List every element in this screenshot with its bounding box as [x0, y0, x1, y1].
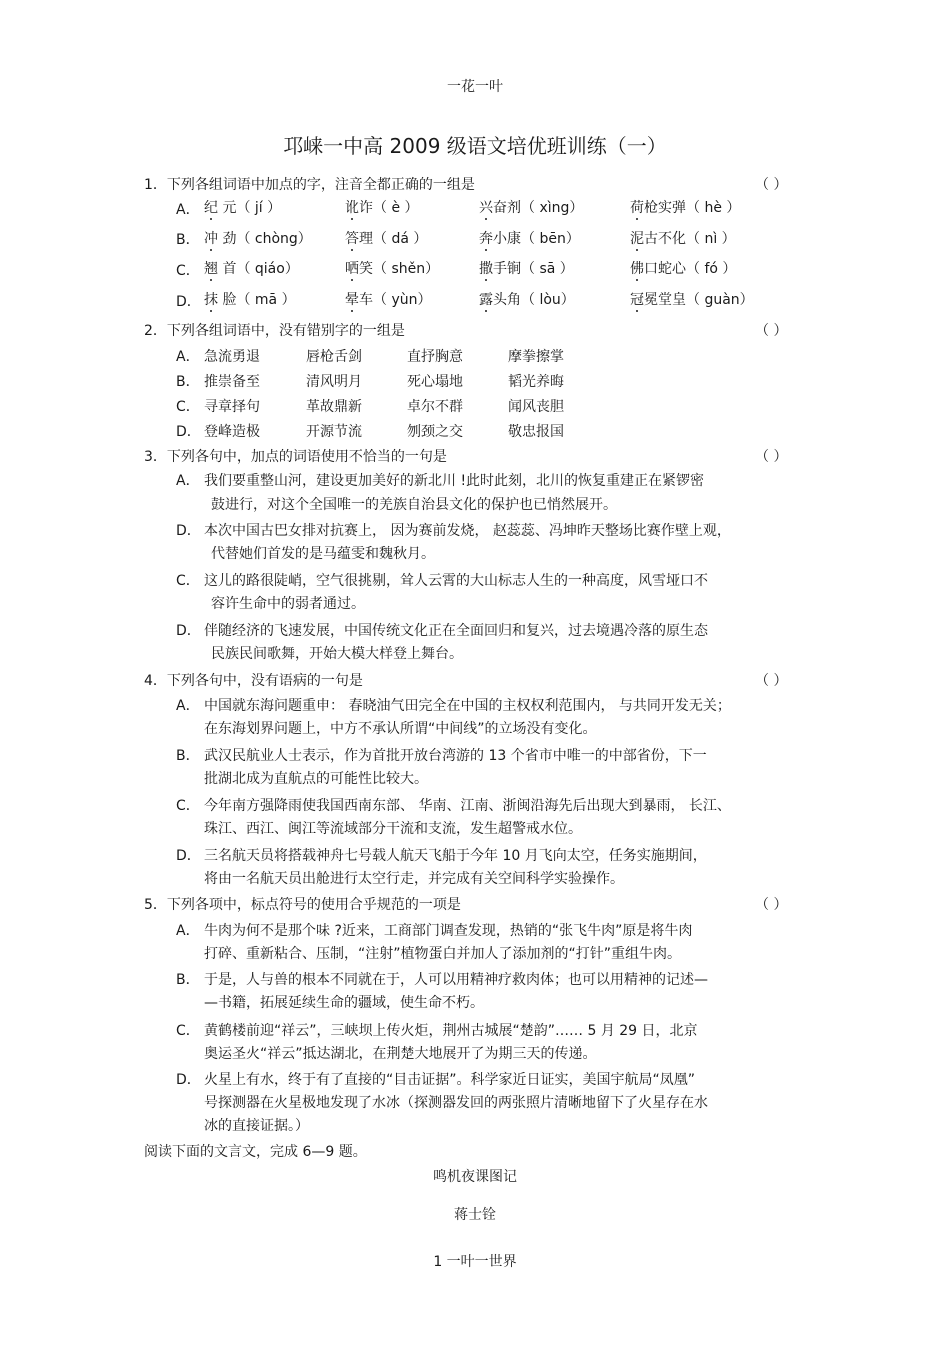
answer-blank: （ ）: [755, 323, 788, 339]
answer-blank: （ ）: [755, 177, 788, 193]
q4-option-a-line-2: 在东海划界问题上，中方不承认所谓“中间线”的立场没有变化。: [204, 721, 597, 737]
q4-option-c-line-2: 珠江、西江、闽江等流域部分干流和支流，发生超警戒水位。: [204, 821, 582, 837]
q4-option-b-label: B．: [176, 748, 200, 764]
emphasis-dot: [485, 218, 487, 220]
q1-option-c-label: C．: [176, 263, 200, 279]
q4-option-c-line-1: 今年南方强降雨使我国西南东部、 华南、江南、浙闽沿海先后出现大到暴雨， 长江、: [204, 798, 731, 814]
q3-option-d2-line-2: 民族民间歌舞，开始大模大样登上舞台。: [211, 646, 463, 662]
q2-option-b-word-2: 清风明月: [306, 374, 362, 390]
answer-blank: （ ）: [755, 673, 788, 689]
emphasis-dot: [210, 279, 212, 281]
q4-option-c-label: C．: [176, 798, 200, 814]
emphasis-dot: [485, 249, 487, 251]
emphasis-dot: [485, 310, 487, 312]
q2-option-a-word-4: 摩拳擦掌: [508, 349, 564, 365]
q3-option-c-line-1: 这儿的路很陡峭，空气很挑剔，耸人云霄的大山标志人生的一种高度，风雪垭口不: [204, 573, 708, 589]
q2-option-b-label: B．: [176, 374, 200, 390]
q5-option-a-line-2: 打碎、重新粘合、压制，“注射”植物蛋白并加人了添加剂的“打针”重组牛肉。: [204, 946, 682, 962]
q4-option-a-line-1: 中国就东海问题重申： 春晓油气田完全在中国的主权权利范围内， 与共同开发无关；: [204, 698, 731, 714]
emphasis-dot: [210, 249, 212, 251]
q2-option-b-word-4: 韬光养晦: [508, 374, 564, 390]
question-1-stem: 1．下列各组词语中加点的字，注音全都正确的一组是: [144, 177, 475, 193]
q3-option-a-label: A．: [176, 473, 200, 489]
question-5-stem: 5．下列各项中，标点符号的使用合乎规范的一项是: [144, 897, 461, 913]
q5-option-c-label: C．: [176, 1023, 200, 1039]
emphasis-dot: [351, 279, 353, 281]
q5-option-b-line-2: —书籍，拓展延续生命的疆域，使生命不朽。: [204, 995, 484, 1011]
page-header: 一花一叶: [447, 79, 503, 95]
q2-option-c-word-4: 闻风丧胆: [508, 399, 564, 415]
emphasis-dot: [351, 249, 353, 251]
q5-option-c-line-1: 黄鹤楼前迎“祥云”，三峡坝上传火炬，荆州古城展“楚韵”…… 5 月 29 日，北京: [204, 1023, 698, 1039]
emphasis-dot: [636, 218, 638, 220]
q5-option-a-line-1: 牛肉为何不是那个味 ?近来，工商部门调查发现，热销的“张飞牛肉”原是将牛肉: [204, 923, 693, 939]
q2-option-d-word-2: 开源节流: [306, 424, 362, 440]
page-footer: 1 一叶一世界: [433, 1254, 517, 1270]
q2-option-a-word-1: 急流勇退: [204, 349, 260, 365]
q1-option-b-word-1: 冲 劲（ chòng）: [204, 231, 312, 247]
q2-option-d-word-4: 敬忠报国: [508, 424, 564, 440]
q3-option-d2-label: D．: [176, 623, 201, 639]
q5-option-d-line-2: 号探测器在火星极地发现了水冰（探测器发回的两张照片清晰地留下了火星存在水: [204, 1095, 708, 1111]
q4-option-d-line-2: 将由一名航天员出舱进行太空行走，并完成有关空间科学实验操作。: [204, 871, 624, 887]
emphasis-dot: [636, 310, 638, 312]
q5-option-d-label: D．: [176, 1072, 201, 1088]
q4-option-b-line-2: 批湖北成为直航点的可能性比较大。: [204, 771, 428, 787]
q2-option-d-label: D．: [176, 424, 201, 440]
passage-title: 鸣机夜课图记: [433, 1169, 517, 1185]
q1-option-a-label: A．: [176, 202, 200, 218]
page-title: 邛崃一中高 2009 级语文培优班训练（一）: [283, 134, 667, 158]
reading-intro: 阅读下面的文言文，完成 6—9 题。: [144, 1144, 367, 1160]
q1-option-b-word-3: 奔小康（ bēn）: [479, 231, 580, 247]
q4-option-a-label: A．: [176, 698, 200, 714]
passage-author: 蒋士铨: [454, 1207, 496, 1223]
q3-option-d1-label: D．: [176, 523, 201, 539]
q2-option-a-label: A．: [176, 349, 200, 365]
q4-option-d-label: D．: [176, 848, 201, 864]
emphasis-dot: [351, 310, 353, 312]
q1-option-d-word-2: 晕车（ yùn）: [345, 292, 432, 308]
q3-option-d1-line-2: 代替她们首发的是马蕴雯和魏秋月。: [211, 546, 435, 562]
q2-option-c-label: C．: [176, 399, 200, 415]
q5-option-b-label: B．: [176, 972, 200, 988]
q3-option-c-label: C．: [176, 573, 200, 589]
q2-option-c-word-1: 寻章择句: [204, 399, 260, 415]
q3-option-a-line-2: 鼓进行，对这个全国唯一的羌族自治县文化的保护也已悄然展开。: [211, 497, 617, 513]
q1-option-d-word-3: 露头角（ lòu）: [479, 292, 575, 308]
q1-option-d-word-1: 抹 脸（ mā ）: [204, 292, 296, 308]
q1-option-c-word-2: 哂笑（ shěn）: [345, 261, 440, 277]
q2-option-a-word-2: 唇枪舌剑: [306, 349, 362, 365]
answer-blank: （ ）: [755, 897, 788, 913]
q2-option-b-word-3: 死心塌地: [407, 374, 463, 390]
q5-option-a-label: A．: [176, 923, 200, 939]
emphasis-dot: [636, 249, 638, 251]
q1-option-b-word-4: 泥古不化（ nì ）: [630, 231, 736, 247]
emphasis-dot: [636, 279, 638, 281]
q3-option-d1-line-1: 本次中国古巴女排对抗赛上， 因为赛前发烧， 赵蕊蕊、冯坤昨天整场比赛作壁上观，: [204, 523, 731, 539]
q5-option-b-line-1: 于是，人与兽的根本不同就在于，人可以用精神疗救肉体；也可以用精神的记述—: [204, 972, 708, 988]
answer-blank: （ ）: [755, 449, 788, 465]
q1-option-a-word-1: 纪 元（ jí ）: [204, 200, 282, 216]
q3-option-d2-line-1: 伴随经济的飞速发展，中国传统文化正在全面回归和复兴，过去境遇冷落的原生态: [204, 623, 708, 639]
question-4-stem: 4．下列各句中，没有语病的一句是: [144, 673, 363, 689]
q3-option-c-line-2: 容许生命中的弱者通过。: [211, 596, 365, 612]
q4-option-d-line-1: 三名航天员将搭载神舟七号载人航天飞船于今年 10 月飞向太空，任务实施期间，: [204, 848, 707, 864]
q1-option-c-word-4: 佛口蛇心（ fó ）: [630, 261, 737, 277]
q5-option-c-line-2: 奥运圣火“祥云”抵达湖北，在荆楚大地展开了为期三天的传递。: [204, 1046, 597, 1062]
q1-option-c-word-3: 撒手锏（ sā ）: [479, 261, 574, 277]
q2-option-a-word-3: 直抒胸意: [407, 349, 463, 365]
q1-option-a-word-2: 讹诈（ è ）: [345, 200, 419, 216]
question-2-stem: 2．下列各组词语中，没有错别字的一组是: [144, 323, 405, 339]
q1-option-b-word-2: 答理（ dá ）: [345, 231, 428, 247]
q2-option-d-word-1: 登峰造极: [204, 424, 260, 440]
question-3-stem: 3．下列各句中，加点的词语使用不恰当的一句是: [144, 449, 447, 465]
q2-option-c-word-3: 卓尔不群: [407, 399, 463, 415]
emphasis-dot: [485, 279, 487, 281]
q1-option-b-label: B．: [176, 232, 200, 248]
q1-option-a-word-4: 荷枪实弹（ hè ）: [630, 200, 741, 216]
emphasis-dot: [210, 310, 212, 312]
q3-option-a-line-1: 我们要重整山河，建设更加美好的新北川 !此时此刻，北川的恢复重建正在紧锣密: [204, 473, 705, 489]
emphasis-dot: [210, 218, 212, 220]
q1-option-a-word-3: 兴奋剂（ xìng）: [479, 200, 584, 216]
q5-option-d-line-3: 冰的直接证据。）: [204, 1118, 309, 1134]
q2-option-d-word-3: 刎颈之交: [407, 424, 463, 440]
q2-option-b-word-1: 推崇备至: [204, 374, 260, 390]
q1-option-c-word-1: 翘 首（ qiáo）: [204, 261, 299, 277]
emphasis-dot: [351, 218, 353, 220]
q2-option-c-word-2: 革故鼎新: [306, 399, 362, 415]
q5-option-d-line-1: 火星上有水，终于有了直接的“目击证据”。科学家近日证实，美国宇航局“凤凰”: [204, 1072, 696, 1088]
q1-option-d-label: D．: [176, 294, 201, 310]
q4-option-b-line-1: 武汉民航业人士表示，作为首批开放台湾游的 13 个省市中唯一的中部省份，下一: [204, 748, 707, 764]
q1-option-d-word-4: 冠冕堂皇（ guàn）: [630, 292, 754, 308]
